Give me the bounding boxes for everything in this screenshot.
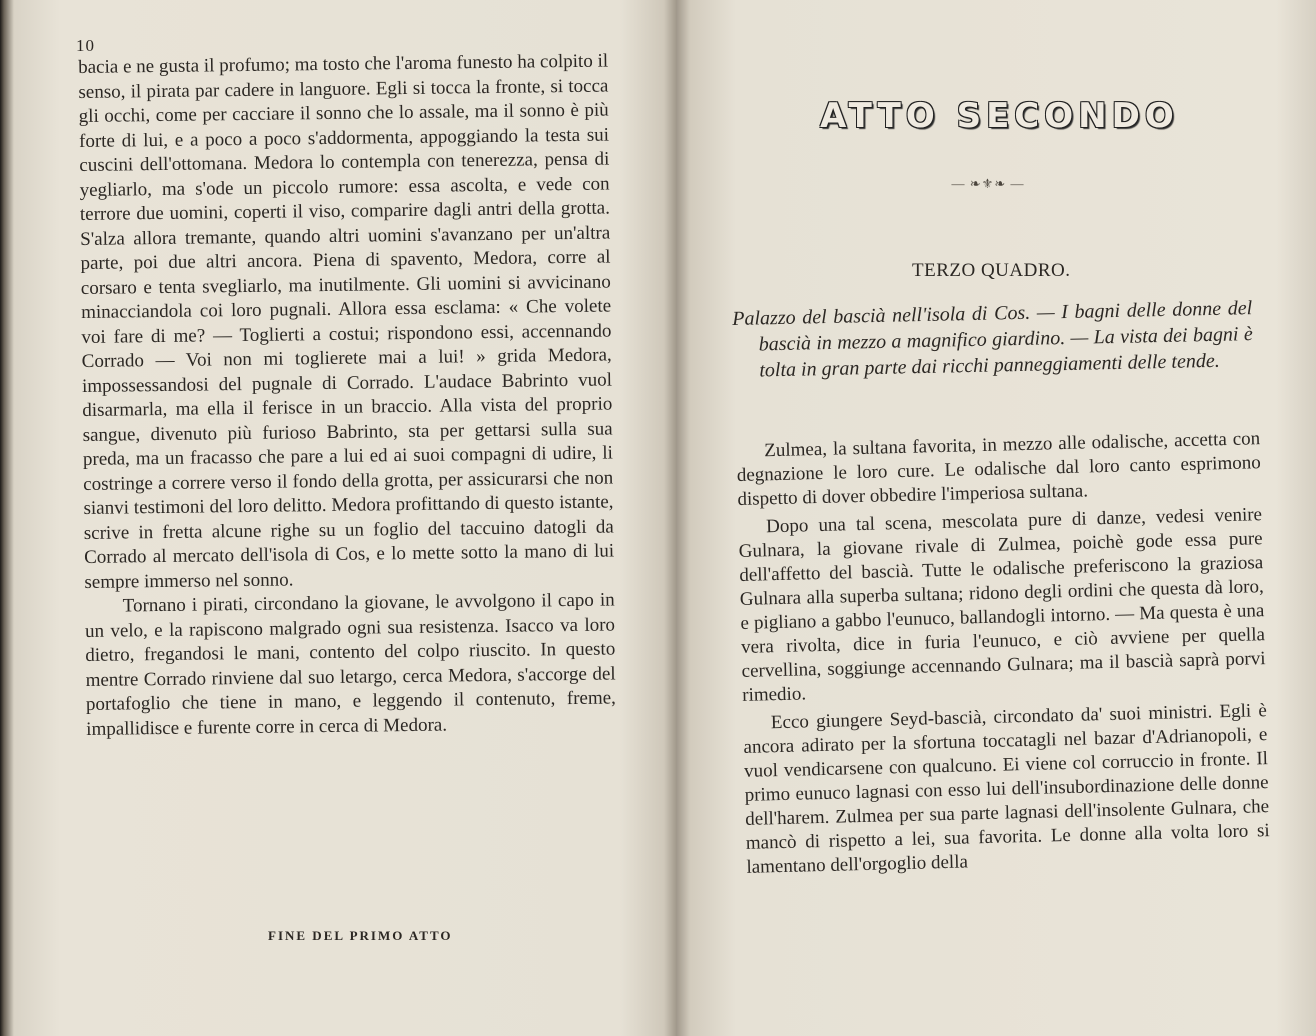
paragraph: Zulmea, la sultana favorita, in mezzo alle odalische, accetta con degnazione le loro cure. Le odalische dal loro canto esprimono dispetto di dover obbedire l'imperiosa sultana. (736, 428, 1261, 510)
ornament-divider: — ❧⚜❧ — (951, 176, 1025, 191)
act-title: ATTO SECONDO (820, 96, 1179, 136)
end-of-act-note: FINE DEL PRIMO ATTO (268, 928, 453, 943)
left-page-text (78, 50, 616, 742)
right-page-text (736, 427, 1271, 884)
paragraph: Ecco giungere Seyd-bascià, circondato da' suoi ministri. Egli è ancora adirato per la sfortuna toccatagli nel bazar d'Adrianopoli, e vuol vendicarsene con qualcuno. Ei viene col corruccio in fronte. Il primo eunuco lagnasi con esso lui dell'insubordinazione delle donne dell'harem. Zulmea per sua parte lagnasi dell'insolente Gulnara, che mancò di rispetto a lei, sua favorita. Le donne alla volta loro si lamentano dell'orgoglio della (743, 700, 1270, 878)
scene-text: Palazzo del bascià nell'isola di Cos. — I bagni delle donne del bascià in mezzo a magnifico giardino. — La vista dei bagni è tolta in gran parte dai ricchi panneggiamenti delle tende. (732, 297, 1253, 382)
tableau-heading: TERZO QUADRO. (912, 260, 1071, 281)
scene-description (732, 295, 1254, 384)
paragraph: bacia e ne gusta il profumo; ma tosto che l'aroma funesto ha colpito il senso, il pirata par cadere in languore. Egli si tocca la fronte, si tocca gli occhi, come per cacciare il sonno che lo assale, ma il sonno è più forte di lui, e a poco a poco s'addormenta, appoggiando la testa sui cuscini dell'ottomana. Medora lo contempla con tenerezza, pensa di yegliarlo, ma s'ode un piccolo rumore: essa ascolta, e vede con terrore due uomini, coperti il viso, comparire dagli antri della grotta. S'alza allora tremante, quando altri uomini s'avanzano per un'altra parte, poi due altri ancora. Piena di spavento, Medora, corre al corsaro e tenta svegliarlo, ma inutilmente. Gli uomini si avvicinano minacciandola coi loro pugnali. Allora essa esclama: « Che volete voi fare di me? — Toglierti a costui; rispondono essi, accennando Corrado — Voi non mi toglierete mai a lui! » grida Medora, impossessandosi del pugnale di Corrado. L'audace Babrinto vuol disarmarla, ma ella il ferisce in un braccio. Alla vista del proprio sangue, divenuto più furioso Babrinto, sta per gettarsi sulla sua preda, ma un fracasso che pare a lui ed ai suoi compagni di udire, li costringe a correre verso il fondo della grotta, per assicurarsi che non sianvi testimoni del loro delitto. Medora profittando di questo istante, scrive in fretta alcune righe su un foglio del taccuino datogli da Corrado al mercato dell'isola di Cos, e lo mette sotto la mano di lui sempre immerso nel sonno. (78, 50, 615, 593)
paragraph: Dopo una tal scena, mescolata pure di danze, vedesi venire Gulnara, la giovane rivale di Zulmea, poichè gode essa pure dell'affetto del bascià. Tutte le odalische preferiscono la graziosa Gulnara alla superba sultana; ridono degli ordini che questa dà loro, e pigliano a gabbo l'eunuco, ballandogli intorno. — Ma questa è una vera rivolta, dice in furia l'eunuco, e ciò avviene per quella cervellina, soggiunge accennando Gulnara; ma il bascià saprà porvi rimedio. (738, 504, 1266, 706)
page-number: 10 (76, 36, 95, 55)
paragraph: Tornano i pirati, circondano la giovane, le avvolgono il capo in un velo, e la rapiscono malgrado ogni sua resistenza. Isacco va loro dietro, fregandosi le mani, contento del colpo riuscito. In questo mentre Corrado rinviene dal suo letargo, cerca Medora, s'accorge del portafoglio che tiene in mano, e leggendo il contenuto, freme, impallidisce e furente corre in cerca di Medora. (84, 589, 617, 740)
